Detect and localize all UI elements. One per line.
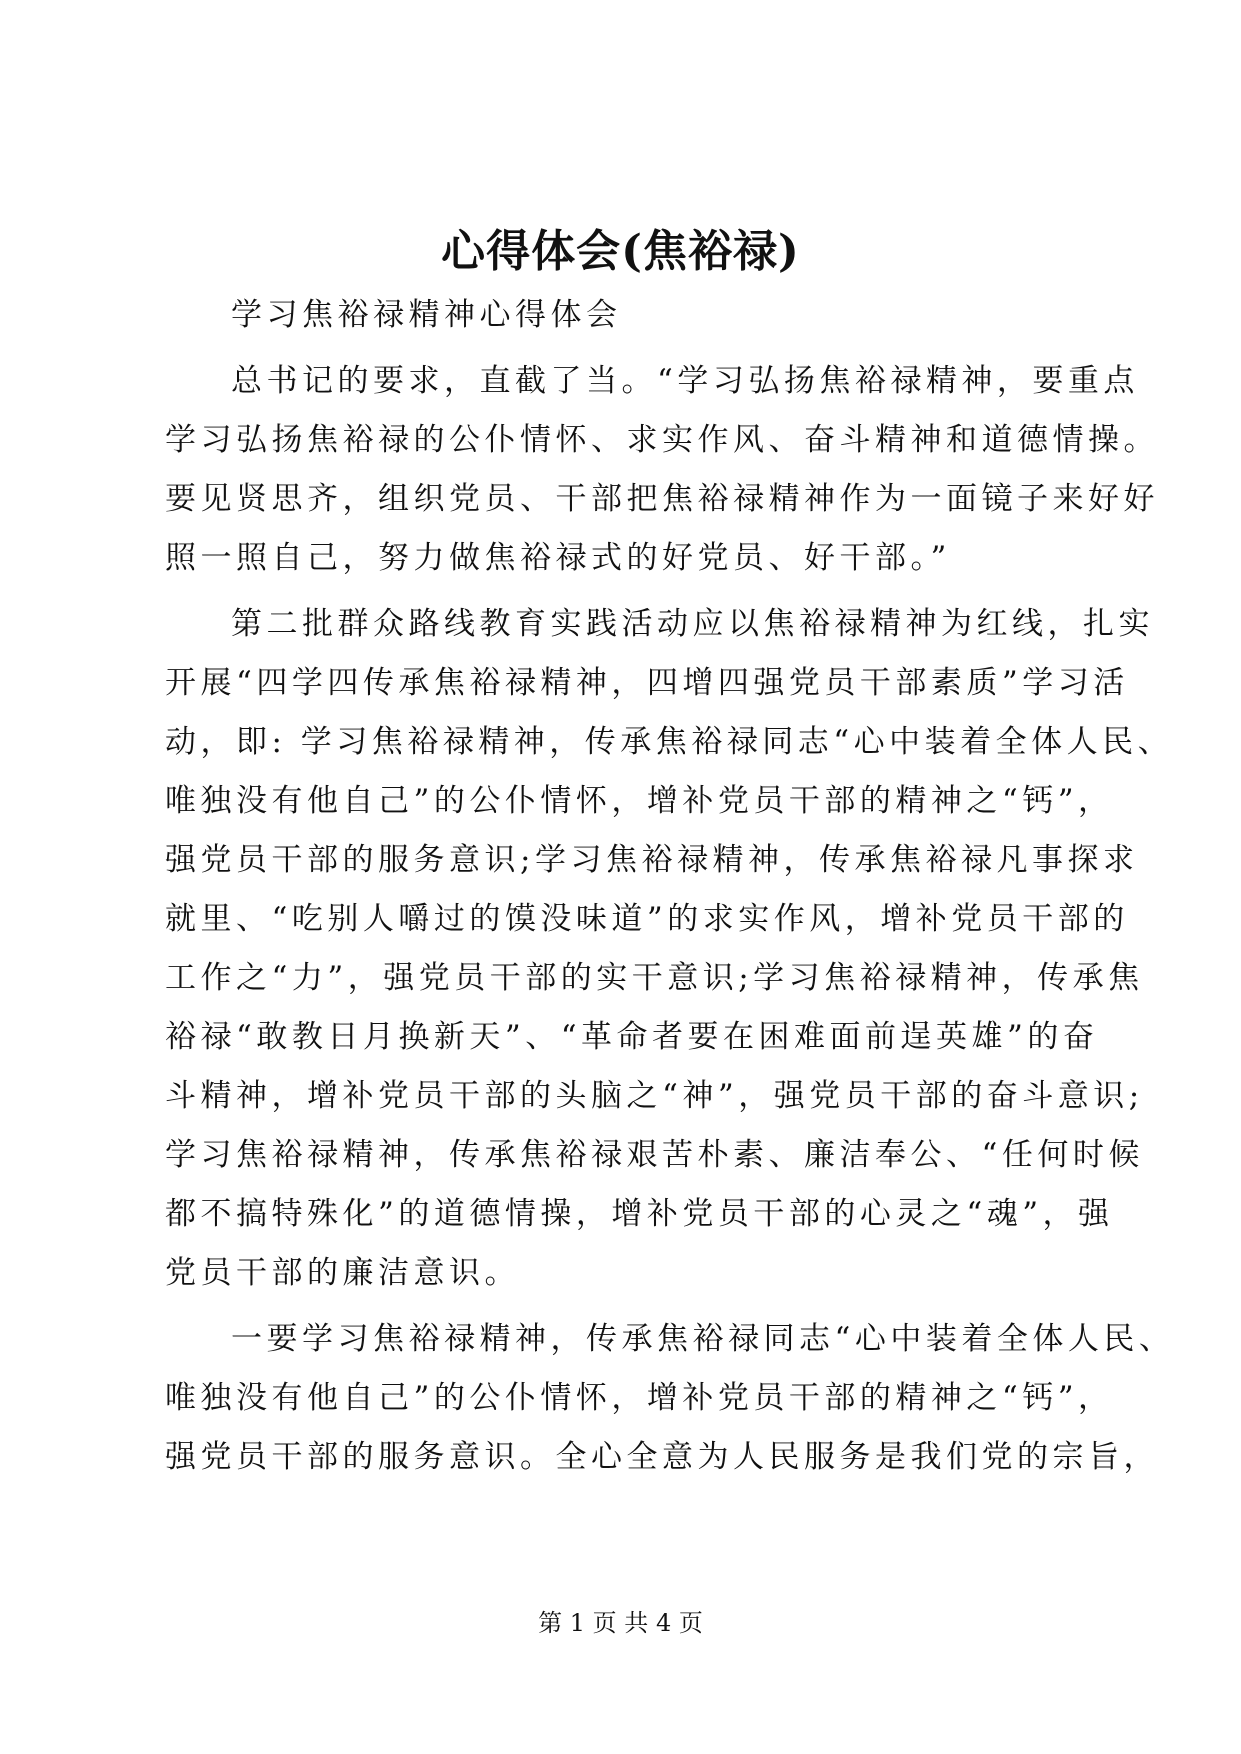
- text-line: 第二批群众路线教育实践活动应以焦裕禄精神为红线，扎实: [231, 606, 1154, 642]
- text-line: 总书记的要求，直截了当。“学习弘扬焦裕禄精神，要重点: [231, 363, 1139, 399]
- paragraph-activity: [165, 595, 1174, 1303]
- text-line: 要见贤思齐，组织党员、干部把焦裕禄精神作为一面镜子来好好: [165, 481, 1159, 517]
- text-line: 唯独没有他自己”的公仆情怀，增补党员干部的精神之“钙”，: [165, 1380, 1114, 1416]
- text-line: 强党员干部的服务意识。全心全意为人民服务是我们党的宗旨，: [165, 1439, 1159, 1475]
- text-line: 唯独没有他自己”的公仆情怀，增补党员干部的精神之“钙”，: [165, 783, 1114, 819]
- page-number: 第 1 页 共 4 页: [538, 1609, 703, 1637]
- text-line: 裕禄“敢教日月换新天”、“革命者要在困难面前逞英雄”的奋: [165, 1019, 1099, 1055]
- paragraph-subtitle: [165, 286, 1085, 345]
- paragraph-first-point: [165, 1310, 1175, 1487]
- text-line: 动，即: 学习焦裕禄精神，传承焦裕禄同志“心中装着全体人民、: [165, 724, 1174, 760]
- text-line: 就里、“吃别人嚼过的馍没味道”的求实作风，增补党员干部的: [165, 901, 1129, 937]
- text-line: 学习焦裕禄精神心得体会: [231, 297, 622, 333]
- document-body: [165, 286, 1175, 1487]
- text-line: 都不搞特殊化”的道德情操，增补党员干部的心灵之“魂”，强: [165, 1196, 1114, 1232]
- text-line: 斗精神，增补党员干部的头脑之“神”，强党员干部的奋斗意识;: [165, 1078, 1144, 1114]
- text-line: 照一照自己，努力做焦裕禄式的好党员、好干部。”: [165, 540, 951, 576]
- paragraph-quote: [165, 352, 1159, 588]
- text-line: 开展“四学四传承焦裕禄精神，四增四强党员干部素质”学习活: [165, 665, 1129, 701]
- text-line: 工作之“力”，强党员干部的实干意识;学习焦裕禄精神，传承焦: [165, 960, 1144, 996]
- text-line: 党员干部的廉洁意识。: [165, 1255, 520, 1291]
- text-line: 学习焦裕禄精神，传承焦裕禄艰苦朴素、廉洁奉公、“任何时候: [165, 1137, 1144, 1173]
- text-line: 学习弘扬焦裕禄的公仆情怀、求实作风、奋斗精神和道德情操。: [165, 422, 1159, 458]
- document-title: 心得体会(焦裕禄): [441, 226, 800, 277]
- text-line: 强党员干部的服务意识;学习焦裕禄精神，传承焦裕禄凡事探求: [165, 842, 1139, 878]
- text-line: 一要学习焦裕禄精神，传承焦裕禄同志“心中装着全体人民、: [231, 1321, 1175, 1357]
